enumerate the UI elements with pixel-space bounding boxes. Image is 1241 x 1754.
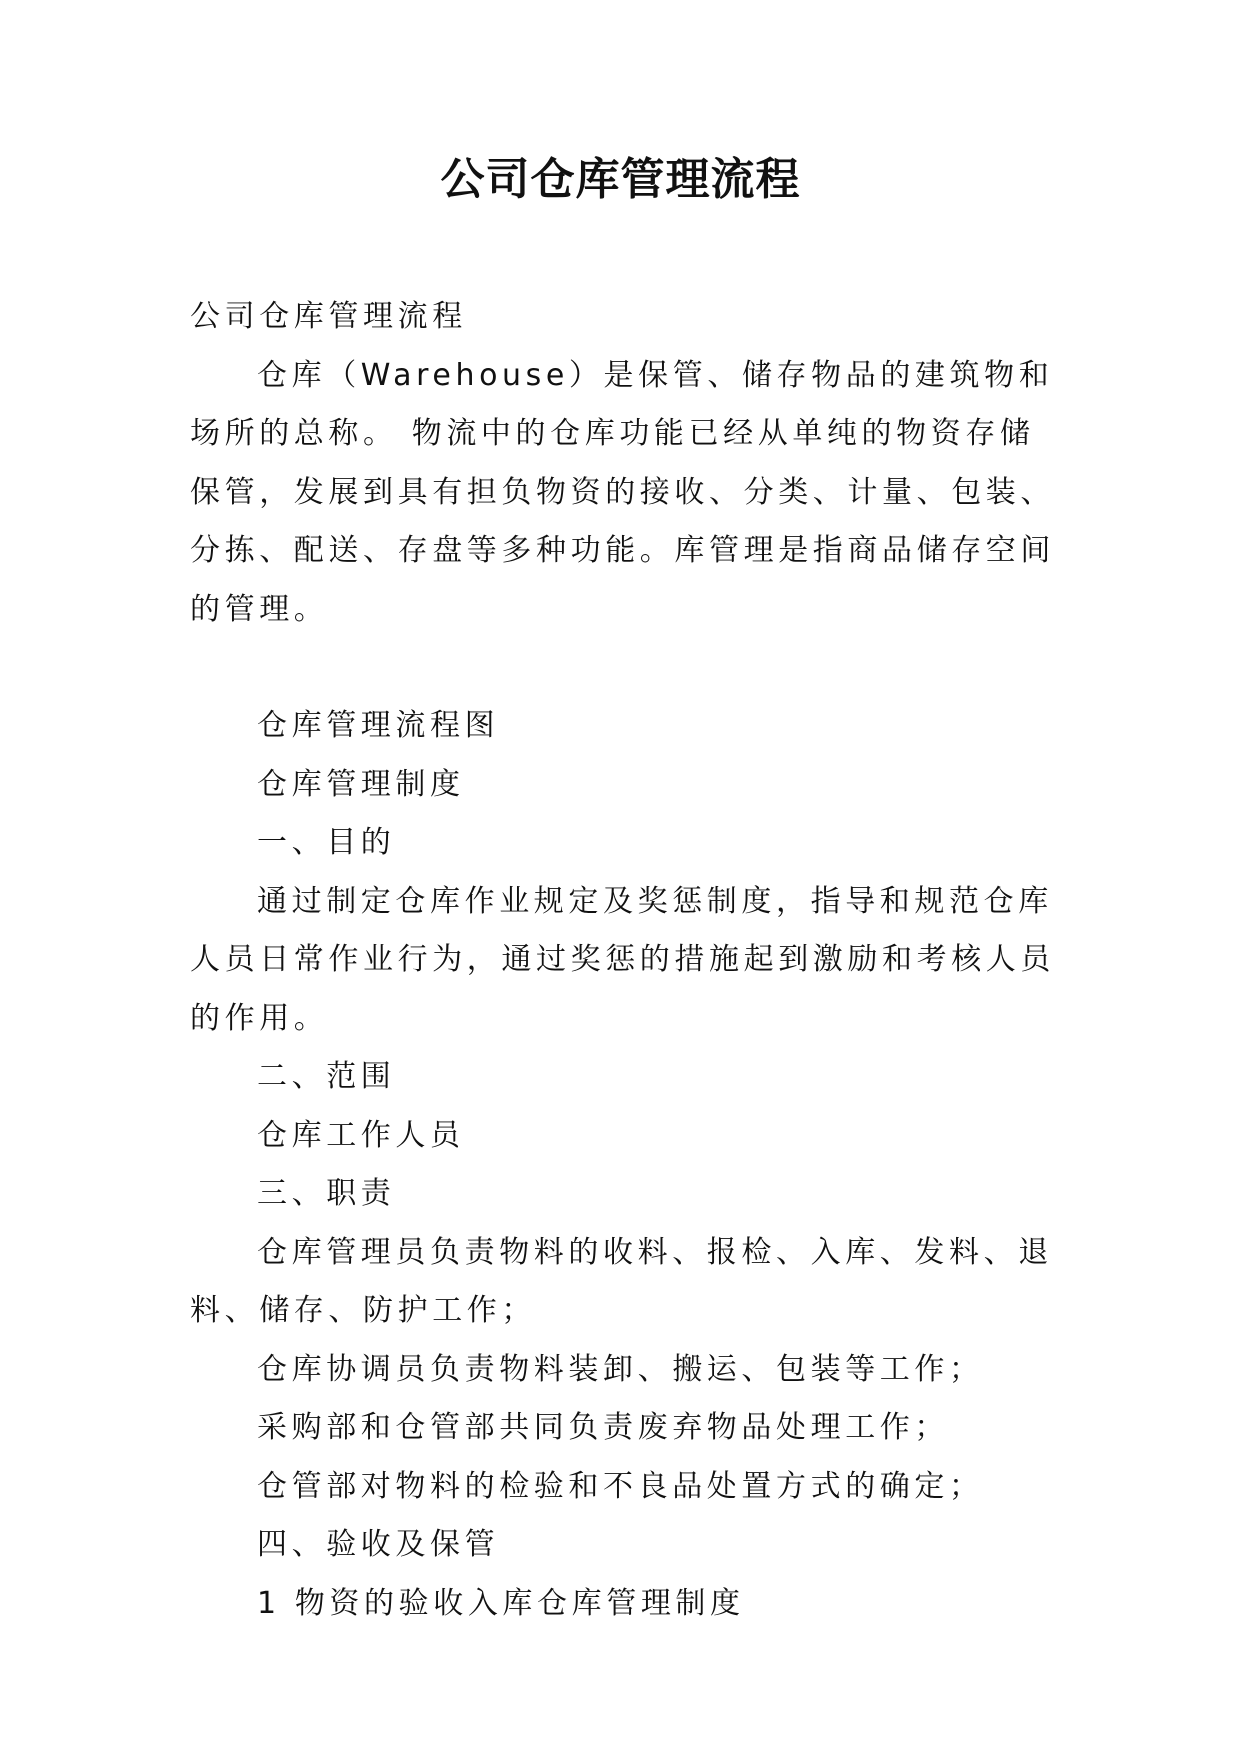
paragraph-flowchart-heading: 仓库管理流程图 bbox=[257, 708, 500, 743]
section-heading-acceptance: 四、验收及保管 bbox=[257, 1527, 500, 1562]
section-heading-purpose: 一、目的 bbox=[257, 825, 396, 860]
paragraph-duty-1: 仓库管理员负责物料的收料、报检、入库、发料、退料、储存、防护工作； bbox=[190, 1234, 1053, 1328]
paragraph-system-heading: 仓库管理制度 bbox=[257, 766, 465, 802]
paragraph-duty-4: 仓管部对物料的检验和不良品处置方式的确定； bbox=[257, 1468, 984, 1504]
paragraph-gap bbox=[190, 639, 1062, 697]
paragraph-scope: 仓库工作人员 bbox=[257, 1117, 465, 1153]
paragraph-duty-2: 仓库协调员负责物料装卸、搬运、包装等工作； bbox=[257, 1351, 984, 1387]
paragraph-duty-3: 采购部和仓管部共同负责废弃物品处理工作； bbox=[257, 1410, 949, 1445]
paragraph-acceptance-1: 1 物资的验收入库仓库管理制度 bbox=[257, 1585, 745, 1621]
paragraph-subtitle: 公司仓库管理流程 bbox=[190, 299, 467, 334]
document-title: 公司仓库管理流程 bbox=[440, 154, 801, 205]
paragraph-intro: 仓库（Warehouse）是保管、储存物品的建筑物和场所的总称。 物流中的仓库功能已经从单纯的物资存储保管，发展到具有担负物资的接收、分类、计量、包装、分拣、配送、存盘等多种功能。库管理是指商品储存空间的管理。 bbox=[190, 357, 1055, 627]
section-heading-duties: 三、职责 bbox=[257, 1176, 396, 1211]
paragraph-purpose: 通过制定仓库作业规定及奖惩制度，指导和规范仓库人员日常作业行为，通过奖惩的措施起到激励和考核人员的作用。 bbox=[190, 883, 1055, 1036]
section-heading-scope: 二、范围 bbox=[257, 1059, 396, 1094]
document-body bbox=[190, 288, 1062, 1633]
